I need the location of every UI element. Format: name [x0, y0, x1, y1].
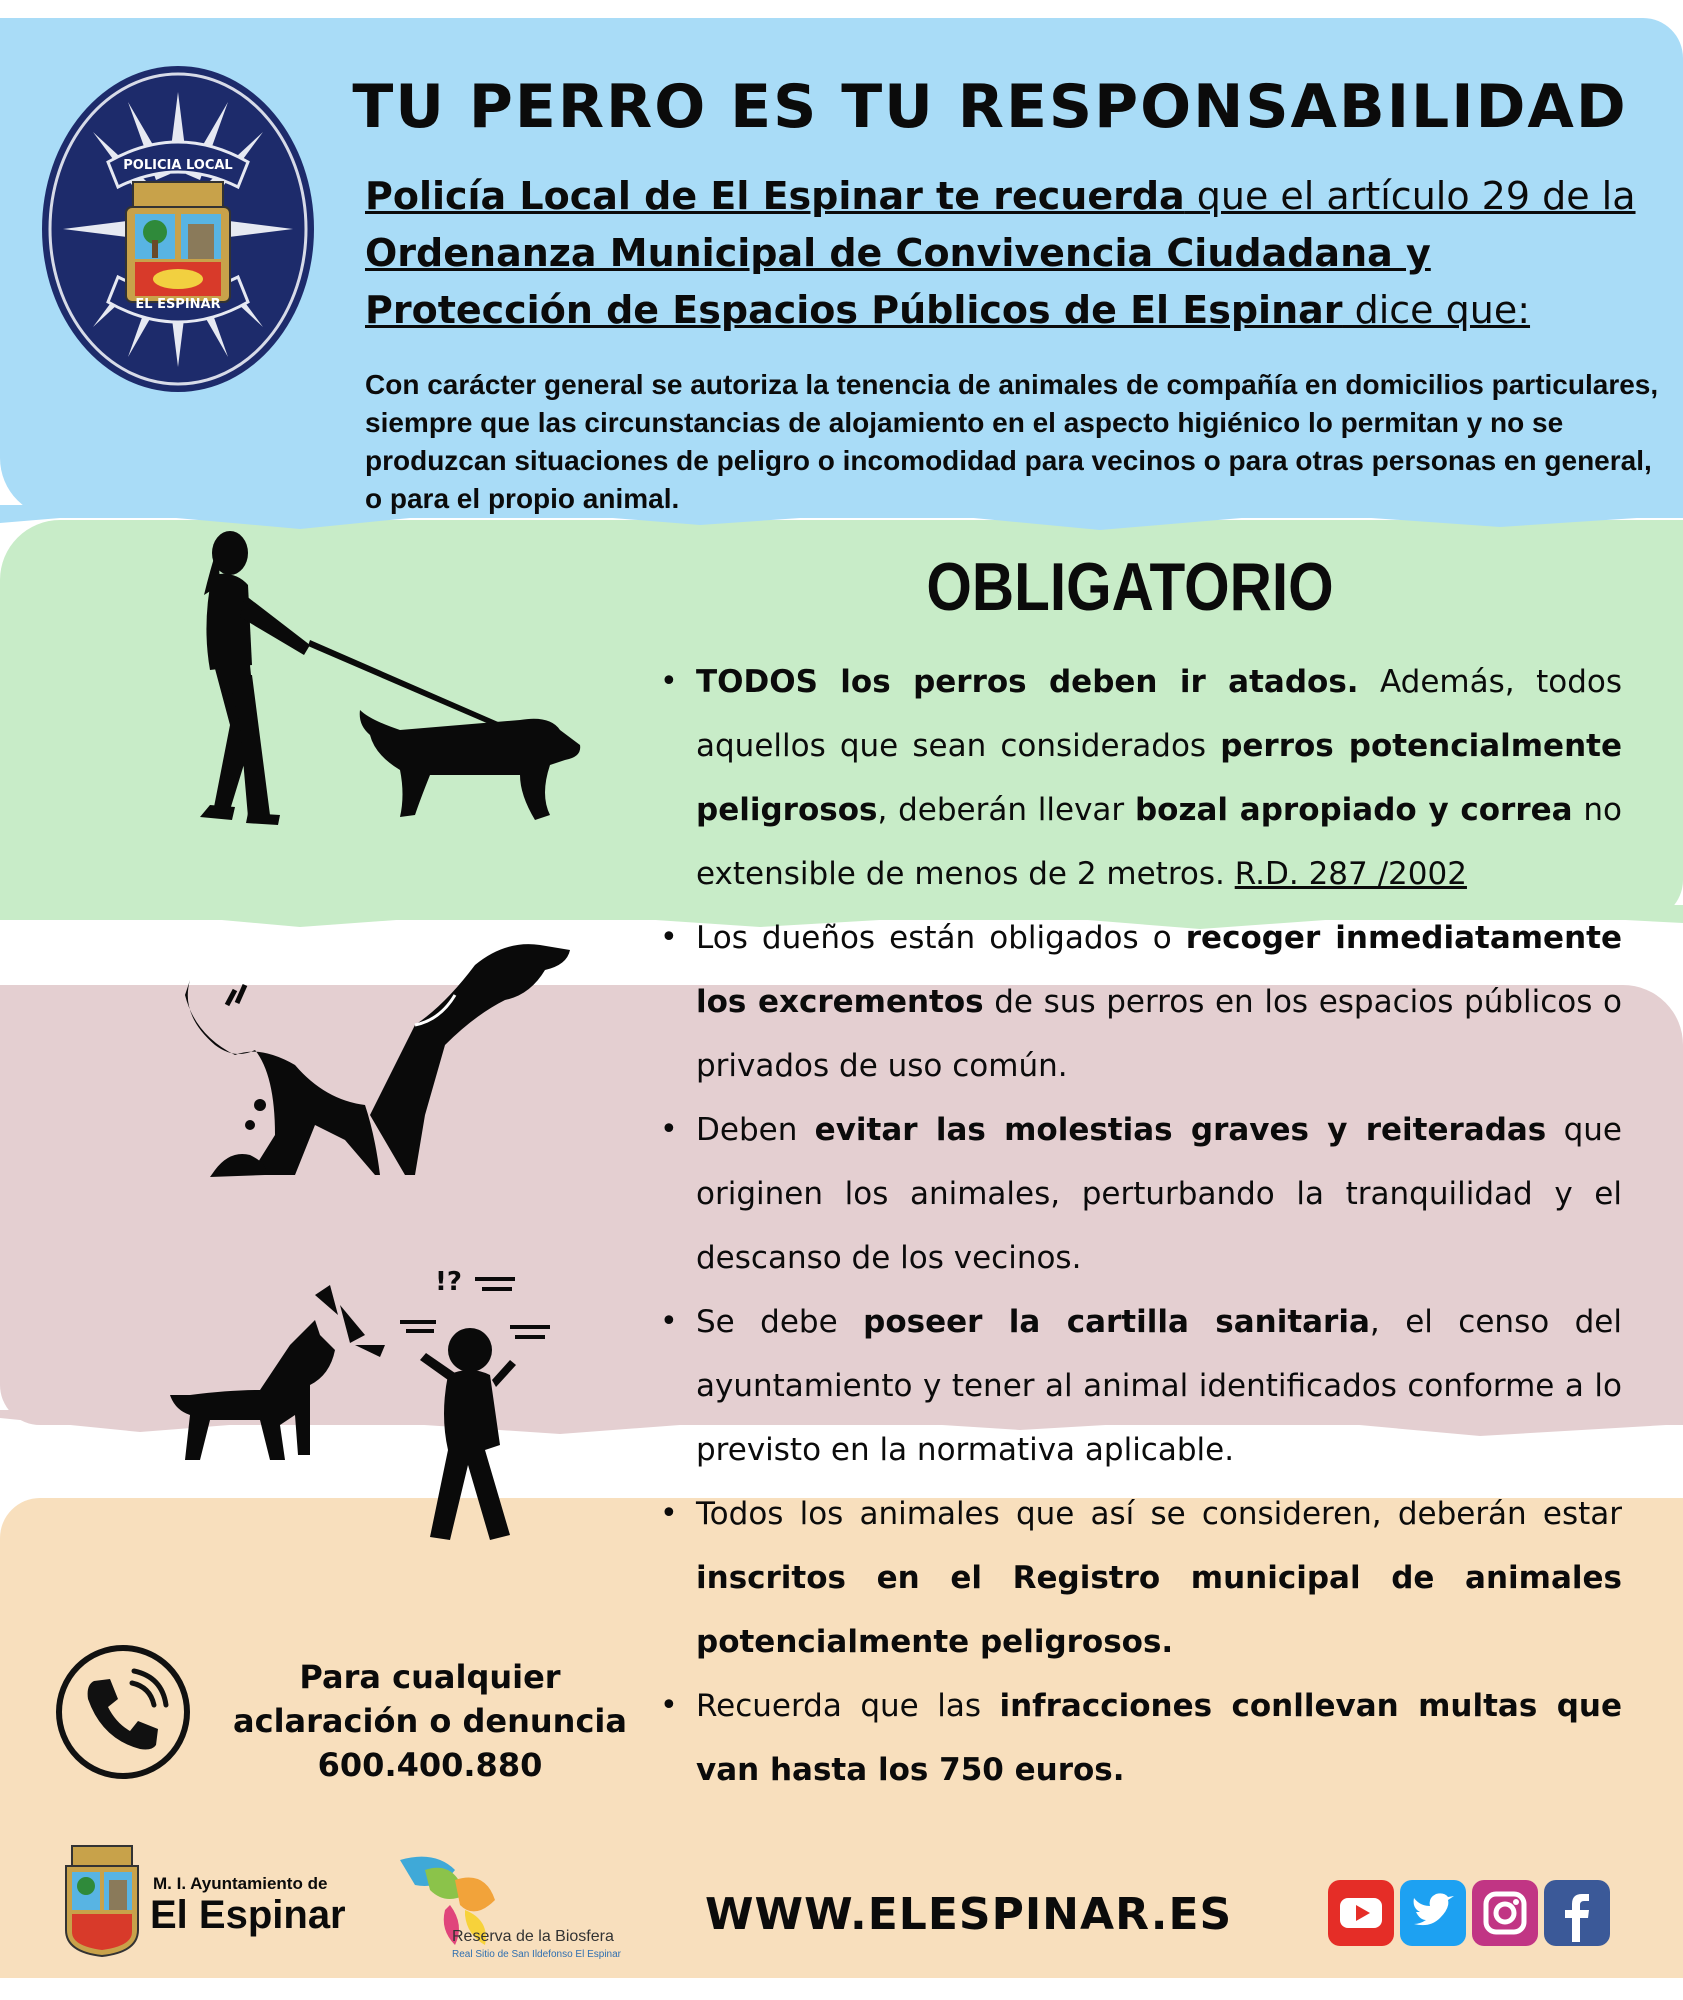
page-title: TU PERRO ES TU RESPONSABILIDAD — [352, 72, 1628, 142]
phone-icon — [56, 1645, 190, 1779]
rule-item — [660, 1098, 1622, 1290]
police-badge — [38, 62, 318, 397]
instagram-icon[interactable] — [1472, 1880, 1538, 1946]
dog-waste-icon — [175, 925, 575, 1180]
ayuntamiento-label: M. I. Ayuntamiento de — [153, 1874, 328, 1893]
rule-text: de sus perros en los espacios públicos o privados de uso común. — [696, 984, 1623, 1084]
barking-dog-icon — [170, 1265, 570, 1555]
intro-text-1: que el artículo 29 de la — [1184, 174, 1636, 218]
youtube-icon[interactable] — [1328, 1880, 1394, 1946]
rule-item — [660, 906, 1622, 1098]
rule-bold: TODOS los perros deben ir atados. — [696, 664, 1359, 700]
rule-text: Deben — [696, 1112, 815, 1148]
rule-text: Además, todos aquellos que sean considerados — [696, 664, 1622, 764]
rule-text: , el censo del ayuntamiento y tener al animal identificados conforme a lo previsto en la normativa aplicable. — [696, 1304, 1622, 1468]
rule-text: que originen los animales, perturbando la tranquilidad y el descanso de los vecinos. — [696, 1112, 1622, 1276]
rule-bold: inscritos en el Registro municipal de animales potencialmente peligrosos. — [696, 1560, 1622, 1660]
biosphere-title: Reserva de la Biosfera — [452, 1928, 614, 1945]
rule-item — [660, 1290, 1622, 1482]
badge-top-text: POLICIA LOCAL — [123, 158, 233, 173]
intro-bold-1: Policía Local de El Espinar te recuerda — [365, 174, 1185, 218]
rule-bold: bozal apropiado y correa — [1134, 792, 1573, 828]
rule-text: Recuerda que las — [696, 1688, 1000, 1724]
rules-list — [660, 650, 1622, 1802]
intro-paragraph — [365, 168, 1665, 339]
rule-item — [660, 650, 1622, 906]
biosphere-subtitle: Real Sitio de San Ildefonso El Espinar — [452, 1949, 621, 1960]
rule-bold: recoger inmediatamente los excrementos — [696, 920, 1622, 1020]
rule-bold: poseer la cartilla sanitaria — [863, 1304, 1370, 1340]
badge-bottom-text: EL ESPINAR — [135, 297, 221, 312]
ayuntamiento-shield-icon — [62, 1840, 142, 1958]
biosphere-logo-icon — [395, 1850, 645, 1965]
contact-block — [225, 1655, 635, 1787]
facebook-icon[interactable] — [1544, 1880, 1610, 1946]
walking-dog-icon — [190, 525, 590, 835]
twitter-icon[interactable] — [1400, 1880, 1466, 1946]
rule-bold: infracciones conllevan multas que van hasta los 750 euros. — [696, 1688, 1622, 1788]
ayuntamiento-name: El Espinar — [150, 1893, 346, 1937]
intro-text-2: dice que: — [1342, 288, 1531, 332]
general-text: Con carácter general se autoriza la tenencia de animales de compañía en domicilios particulares, siempre que las circunstancias de alojamiento en el aspecto higiénico lo permitan y no se produzcan situaciones de peligro o incomodidad para vecinos o para otras personas en general, o para el propio animal. — [365, 369, 1659, 514]
rule-reference: R.D. 287 /2002 — [1234, 856, 1467, 892]
intro-bold-2: Ordenanza Municipal de Convivencia Ciudadana y Protección de Espacios Públicos de El Espinar — [365, 231, 1431, 332]
rule-bold: evitar las molestias graves y reiteradas — [814, 1112, 1547, 1148]
rule-text: Los dueños están obligados o — [696, 920, 1186, 956]
rule-bold: perros potencialmente peligrosos — [696, 728, 1622, 828]
contact-phone[interactable]: 600.400.880 — [317, 1746, 543, 1784]
contact-line: Para cualquier — [299, 1658, 561, 1696]
rule-text: , deberán llevar — [877, 792, 1135, 828]
rule-text: Se debe — [696, 1304, 864, 1340]
rule-item — [660, 1674, 1622, 1802]
svg-text:!?: !? — [435, 1267, 462, 1297]
section-heading: OBLIGATORIO — [926, 549, 1334, 625]
rule-item — [660, 1482, 1622, 1674]
rule-text: Todos los animales que así se consideren, deberán estar — [696, 1496, 1622, 1532]
website-link[interactable]: WWW.ELESPINAR.ES — [705, 1889, 1233, 1940]
contact-line: aclaración o denuncia — [233, 1702, 627, 1740]
rule-text: no extensible de menos de 2 metros. — [696, 792, 1623, 892]
